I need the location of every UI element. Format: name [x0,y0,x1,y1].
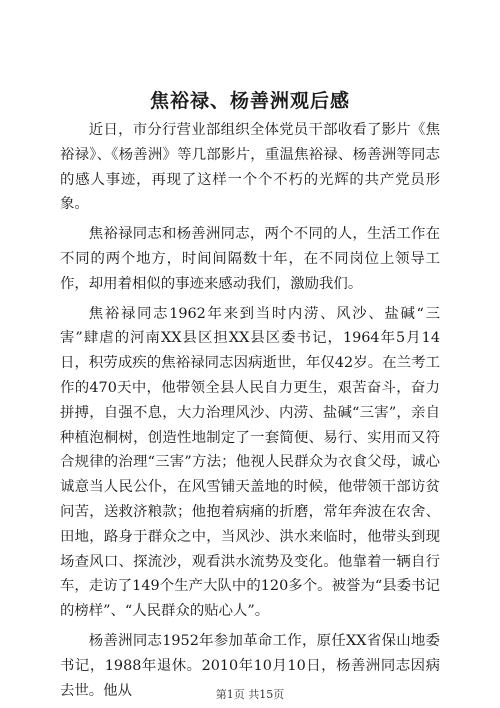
page-footer: 第1页 共15页 [215,688,285,701]
paragraph-intro: 近日，市分行营业部组织全体党员干部收看了影片《焦裕禄》、《杨善洲》等几部影片，重温焦裕禄、杨善洲等同志的感人事迹，再现了这样一个个不朽的光辉的共产党员形象。 [60,122,440,213]
paragraph-jiao-yulu: 焦裕禄同志1962年来到当时内涝、风沙、盐碱“三害”肆虐的河南XX县区担XX县区委书记，1964年5月14日，积劳成疾的焦裕禄同志因病逝世，年仅42岁。在兰考工作的470天中，他带领全县人民自力更生，艰苦奋斗，奋力拼搏，自强不息，大力治理风沙、内涝、盐碱“三害”，亲自种植泡桐树，创造性地制定了一套简便、易行、实用而又符合规律的治理“三害”方法；他视人民群众为衣食父母，诚心诚意当人民公仆，在风雪铺天盖地的时候，他带领干部访贫问苦，送救济粮款；他抱着病痛的折磨，常年奔波在农舍、田地，路身于群众之中，当风沙、洪水来临时，他带头到现场查风口、探流沙，观看洪水流势及变化。他靠着一辆自行车，走访了149个生产大队中的120多个。被誉为“县委书记的榜样”、“人民群众的贴心人”。 [60,305,440,620]
document-body [60,118,440,708]
paragraph-comparison: 焦裕禄同志和杨善洲同志，两个不同的人，生活工作在不同的两个地方，时间间隔数十年，在不同岗位上领导工作，却用着相似的事迹来感动我们，激励我们。 [60,226,440,292]
document-title: 焦裕禄、杨善洲观后感 [149,90,350,112]
paragraph-yang-shanzhou: 杨善洲同志1952年参加革命工作，原任XX省保山地委书记，1988年退休。2010年10月10日，杨善洲同志因病去世。他从 [60,632,440,699]
